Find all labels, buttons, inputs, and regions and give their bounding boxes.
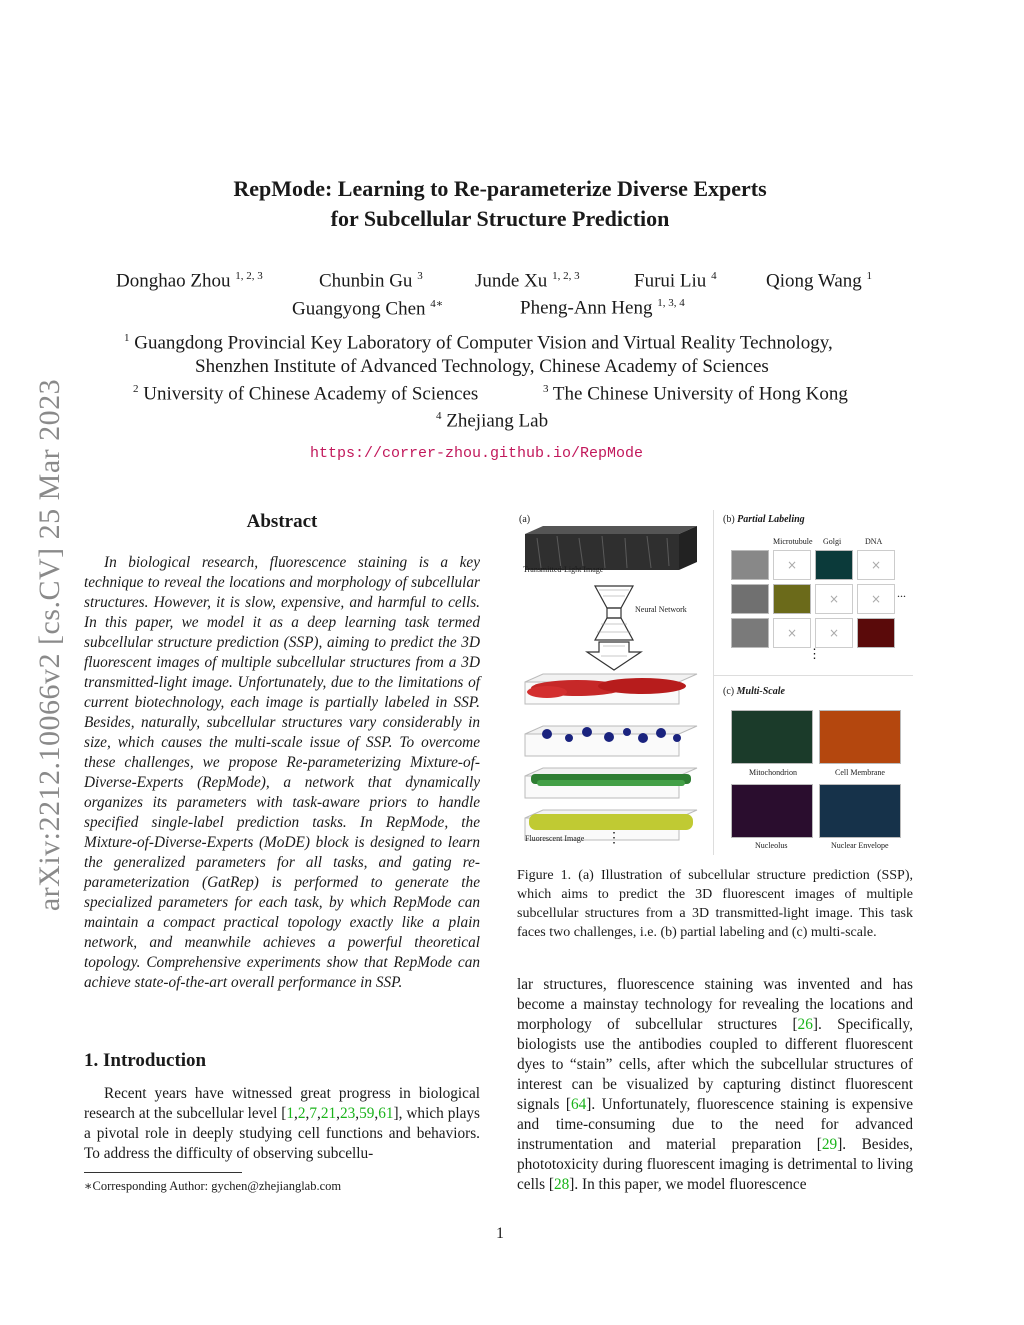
arxiv-sidebar [20, 350, 80, 940]
figure-caption: Figure 1. (a) Illustration of subcellular structure prediction (SSP), which aims to predict the 3D fluorescent images of multiple subcellular structures from a 3D transmitted-light image. This task faces two challenges, i.e. (b) partial labeling and (c) multi-scale. [517, 868, 913, 940]
abstract-heading: Abstract [246, 511, 318, 532]
author: Chunbin Gu $^3$ [319, 270, 423, 292]
citation-link[interactable]: 28 [553, 1176, 570, 1193]
panel-divider-horizontal [713, 675, 913, 676]
vdots: ⋮ [808, 646, 821, 661]
missing-label: × [773, 550, 811, 580]
transmitted-tile [731, 618, 769, 648]
transmitted-tile [731, 584, 769, 614]
panel-b-label: (b) Partial Labeling [723, 514, 805, 525]
slab-top [525, 526, 697, 534]
fluorescent-stack-green [525, 768, 697, 798]
fluorescent-image-label: Fluorescent Image [525, 834, 585, 843]
title-line-2: for Subcellular Structure Prediction [330, 206, 670, 231]
neural-network-icon [587, 586, 641, 670]
missing-label: × [773, 618, 811, 648]
panel-divider-vertical [713, 510, 714, 855]
citation-link[interactable]: 1 [286, 1105, 295, 1122]
missing-label: × [857, 584, 895, 614]
nucleolus-label: Nucleolus [755, 841, 788, 850]
author: Qiong Wang $^1$ [766, 270, 873, 292]
microtubule-tile [773, 584, 811, 614]
mitochondrion-label: Mitochondrion [749, 768, 797, 777]
project-url-link[interactable]: https://correr-zhou.github.io/RepMode [310, 445, 644, 462]
panel-a-label: (a) [519, 514, 531, 525]
author: Furui Liu $^4$ [634, 270, 717, 292]
footnote-rule [84, 1172, 242, 1173]
nucleolus-image [731, 784, 813, 838]
citation-link[interactable]: 64 [571, 1096, 587, 1113]
citation-link[interactable]: 2 [297, 1105, 306, 1122]
footnote: ∗Corresponding Author: gychen@zhejianglab.com [84, 1179, 342, 1193]
neural-network-label: Neural Network [635, 605, 687, 614]
golgi-tile [815, 550, 853, 580]
dna-tile [857, 618, 895, 648]
hdots: ... [897, 586, 906, 600]
vdots: ⋮ [607, 831, 621, 846]
citation-link[interactable]: 26 [797, 1016, 813, 1033]
title-line-1: RepMode: Learning to Re-parameterize Diverse Experts [233, 176, 767, 201]
missing-label: × [815, 618, 853, 648]
author: Junde Xu $^{1, 2, 3}$ [475, 270, 580, 292]
abstract-text: In biological research, fluorescence staining is a key technique to reveal the locations and morphology of subcellular structures. However, it is slow, expensive, and harmful to cells. In this paper, we model it as a deep learning task termed subcellular structure prediction (SSP), aiming to predict the 3D fluorescent images of multiple subcellular structures from a 3D transmitted-light image. Unfortunately, due to the limitations of current biotechnology, each image is partially labeled in SSP. Besides, naturally, subcellular structures vary considerably in size, which causes the multi-scale issue of SSP. To overcome these challenges, we propose Re-parameterizing Mixture-of-Diverse-Experts (RepMode), a network that dynamically organizes its parameters with task-aware priors to handle specified single-label prediction tasks. In RepMode, the Mixture-of-Diverse-Experts (MoDE) block is designed to learn the generalized parameters for all tasks, and gating re-parameterization (GatRep) is performed to generate the specialized parameters for each task, by which RepMode can maintain a compact practical topology exactly like a plain network, and meanwhile achieves a powerful theoretical topology. Comprehensive experiments show that RepMode can achieve state-of-the-art overall performance in SSP. [84, 554, 480, 991]
citation-link[interactable]: 59 [359, 1105, 375, 1122]
right-column-text: lar structures, fluorescence staining was invented and has become a mainstay technology for revealing the locations and morphology of subcellular structures [26]. Specifically, biologists use the antibodies coupled to different fluorescent dyes to “stain” cells, after which the subcellular structures of interest can be visualized by capturing distinct fluorescent signals [64]. Unfortunately, fluorescence staining is expensive and time-consuming due to the need for advanced instrumentation and material preparation [29]. Besides, phototoxicity during fluorescent imaging is detrimental to living cells [28]. In this paper, we model fluorescence [517, 976, 913, 1193]
author: Pheng-Ann Heng $^{1, 3, 4}$ [520, 297, 685, 319]
nuclear-envelope-image [819, 784, 901, 838]
cell-membrane-label: Cell Membrane [835, 768, 885, 777]
citation-link[interactable]: 61 [378, 1105, 394, 1122]
citation-link[interactable]: 21 [320, 1105, 337, 1122]
affiliation-2: $^2$ University of Chinese Academy of Sciences [133, 383, 479, 405]
nuclear-envelope-label: Nuclear Envelope [831, 841, 889, 850]
transmitted-tile [731, 550, 769, 580]
author: Donghao Zhou $^{1, 2, 3}$ [116, 270, 263, 292]
col-microtubule: Microtubule [773, 537, 813, 546]
cell-membrane-image [819, 710, 901, 764]
missing-label: × [815, 584, 853, 614]
affiliation-3: $^3$ The Chinese University of Hong Kong [543, 383, 848, 405]
paper-title [0, 174, 1000, 234]
transmitted-light-label: Transmitted-Light Image [523, 565, 604, 574]
page-number: 1 [496, 1225, 504, 1242]
mitochondrion-image [731, 710, 813, 764]
figure-1 [517, 510, 913, 855]
fluorescent-stack-blue [525, 726, 697, 756]
panel-c-label: (c) Multi-Scale [723, 686, 785, 697]
fluorescent-stack-red [525, 674, 697, 704]
affiliation-1: $^1$ Guangdong Provincial Key Laboratory of Computer Vision and Virtual Reality Technology, [124, 332, 833, 354]
affiliation-1-line-2: Shenzhen Institute of Advanced Technology, Chinese Academy of Sciences [195, 356, 769, 377]
missing-label: × [857, 550, 895, 580]
arxiv-id: arXiv:2212.10066v2 [cs.CV] 25 Mar 2023 [33, 378, 66, 912]
introduction-heading: 1. Introduction [84, 1050, 207, 1071]
citation-link[interactable]: 7 [309, 1105, 317, 1122]
col-golgi: Golgi [823, 537, 842, 546]
citation-link[interactable]: 23 [339, 1105, 356, 1122]
author: Guangyong Chen $^{4∗}$ [292, 298, 444, 320]
citation-link[interactable]: 29 [821, 1136, 838, 1153]
affiliation-4: $^4$ Zhejiang Lab [436, 410, 549, 432]
col-dna: DNA [865, 537, 883, 546]
introduction-text: Recent years have witnessed great progress in biological research at the subcellular level [1,2,7,21,23,59,61], which plays a pivotal role in deeply studying cell functions and behaviors. To address the difficulty of observing subcellu- [84, 1085, 480, 1162]
